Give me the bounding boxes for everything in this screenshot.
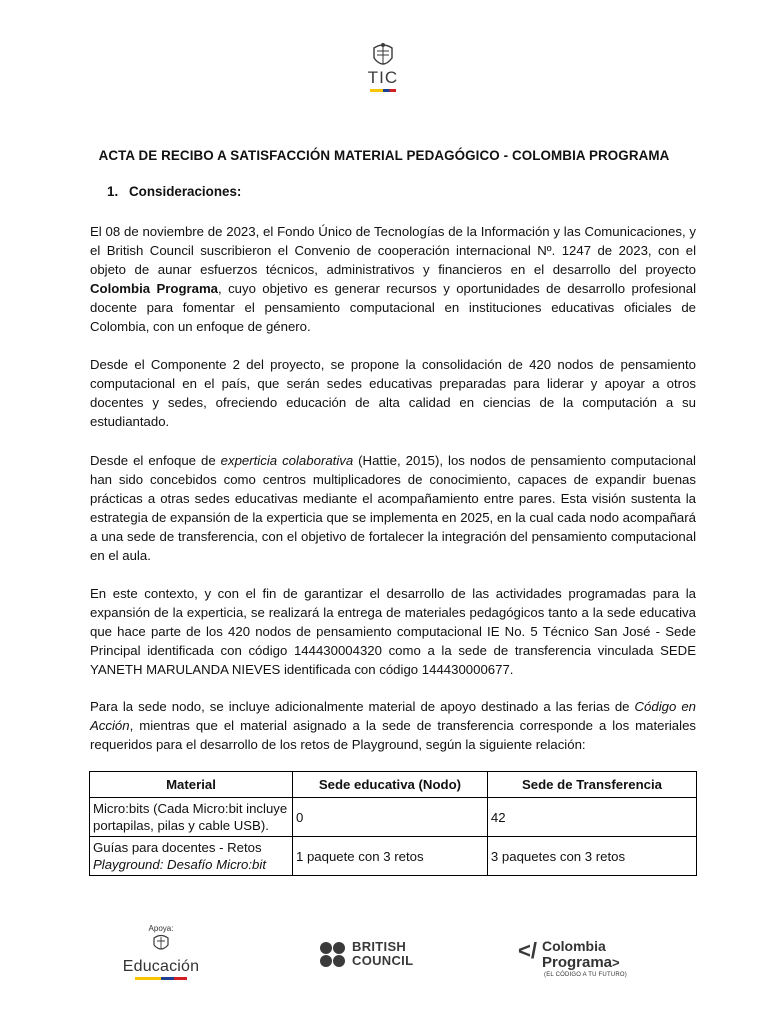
cell-material (90, 798, 293, 837)
colombia-programa-tagline: (EL CÓDIGO A TU FUTURO) (544, 972, 627, 978)
british-council-text (352, 940, 413, 968)
paragraph-4: En este contexto, y con el fin de garantizar el desarrollo de las actividades programadas para la expansión de la experticia, se realizará la entrega de materiales pedagógicos tanto a la sede educativa que hace parte de los 420 nodos de pensamiento computacional IE No. 5 Técnico San José - Sede Principal identificada con código 144430004320 como a la sede de transferencia vinculada SEDE YANETH MARULANDA NIEVES identificada con código 144430000677. (90, 586, 696, 677)
cell-transferencia: 42 (487, 798, 696, 837)
coat-of-arms-icon (370, 42, 396, 70)
paragraph-2: Desde el Componente 2 del proyecto, se propone la consolidación de 420 nodos de pensamiento computacional en el país, que serán sedes educativas preparadas para liderar y apoyar a otros docentes y sedes, ofreciendo educación de alta calidad en ciencias de la computación a su estudiantado. (90, 357, 696, 429)
paragraph-1-bold: Colombia Programa (90, 281, 219, 296)
cell-material-text: Micro:bits (Cada Micro:bit incluye portapilas, pilas y cable USB). (93, 801, 288, 833)
british-council-logo (320, 940, 415, 970)
paragraph-5 (90, 697, 696, 754)
section-heading (107, 184, 241, 199)
educacion-label: Educación (122, 958, 200, 975)
table-header-nodo: Sede educativa (Nodo) (292, 772, 487, 798)
table-row (90, 837, 697, 876)
apoya-label: Apoya: (148, 924, 174, 933)
cell-nodo: 1 paquete con 3 retos (292, 837, 487, 876)
paragraph-1-text-a: El 08 de noviembre de 2023, el Fondo Único de Tecnologías de la Información y las Comunicaciones, y el British Council suscribieron el Convenio de cooperación internacional Nº. 1247 de 2023, con el objeto de aunar esfuerzos técnicos, administrativos y financieros en el desarrollo del proyecto (90, 224, 696, 277)
section-number: 1. (107, 184, 119, 199)
document-title: ACTA DE RECIBO A SATISFACCIÓN MATERIAL PEDAGÓGICO - COLOMBIA PROGRAMA (98, 148, 670, 163)
paragraph-1-text-b: , cuyo objetivo es generar recursos y oportunidades de desarrollo profesional docente para fomentar el pensamiento computacional en instituciones educativas oficiales de Colombia, con un enfoque de género. (90, 281, 696, 334)
paragraph-5-italic: Código en Acción (90, 699, 696, 733)
paragraph-3-text-a: Desde el enfoque de (90, 453, 221, 468)
coat-of-arms-icon (151, 933, 171, 953)
table-row (90, 798, 697, 837)
paragraph-5-text-a: Para la sede nodo, se incluye adicionalmente material de apoyo destinado a las ferias de (90, 699, 635, 714)
table-header-transferencia: Sede de Transferencia (487, 772, 696, 798)
section-title: Consideraciones: (129, 184, 242, 199)
cell-material-text: Guías para docentes - Retos (93, 840, 262, 855)
flag-stripe (135, 977, 187, 980)
table-header-material: Material (90, 772, 293, 798)
cell-material (90, 837, 293, 876)
paragraph-3-italic: experticia colaborativa (220, 453, 354, 468)
colombia-programa-line-2-text: Programa (542, 954, 613, 971)
paragraph-1 (90, 222, 696, 336)
table-header-row (90, 772, 697, 798)
flag-stripe (370, 89, 396, 92)
footer-logos (0, 920, 768, 1000)
mintic-logo (353, 42, 413, 106)
paragraph-3-text-b: (Hattie, 2015), los nodos de pensamiento computacional han sido concebidos como centros multiplicadores de conocimiento, capaces de expandir buenas prácticas a otras sedes educativas mediante el acompañamiento entre pares. Esta visión sustenta la estrategia de expansión de la experticia que se implementa en 2025, en la cual cada nodo acompañará a una sede de transferencia, con el objetivo de fortalecer la integración del pensamiento computacional en el aula. (90, 453, 696, 563)
chevron-right-icon: > (612, 955, 620, 970)
educacion-logo (120, 924, 202, 980)
british-council-line-2: COUNCIL (352, 953, 414, 968)
paragraph-3 (90, 451, 696, 565)
british-council-line-1: BRITISH (352, 939, 407, 954)
code-bracket-icon: </ (518, 938, 537, 963)
colombia-programa-logo (518, 936, 638, 986)
tic-label: TIC (367, 68, 399, 87)
cell-material-italic: Playground: Desafío Micro:bit (93, 857, 266, 872)
paragraph-5-text-b: , mientras que el material asignado a la sede de transferencia corresponde a los materiales requeridos para el desarrollo de los retos de Playground, según la siguiente relación: (90, 718, 696, 752)
colombia-programa-line-2 (542, 954, 620, 971)
british-council-dots-icon (320, 942, 348, 970)
cell-transferencia: 3 paquetes con 3 retos (487, 837, 696, 876)
materials-table (89, 771, 697, 876)
cell-nodo: 0 (292, 798, 487, 837)
colombia-programa-line-1: Colombia (542, 938, 606, 954)
